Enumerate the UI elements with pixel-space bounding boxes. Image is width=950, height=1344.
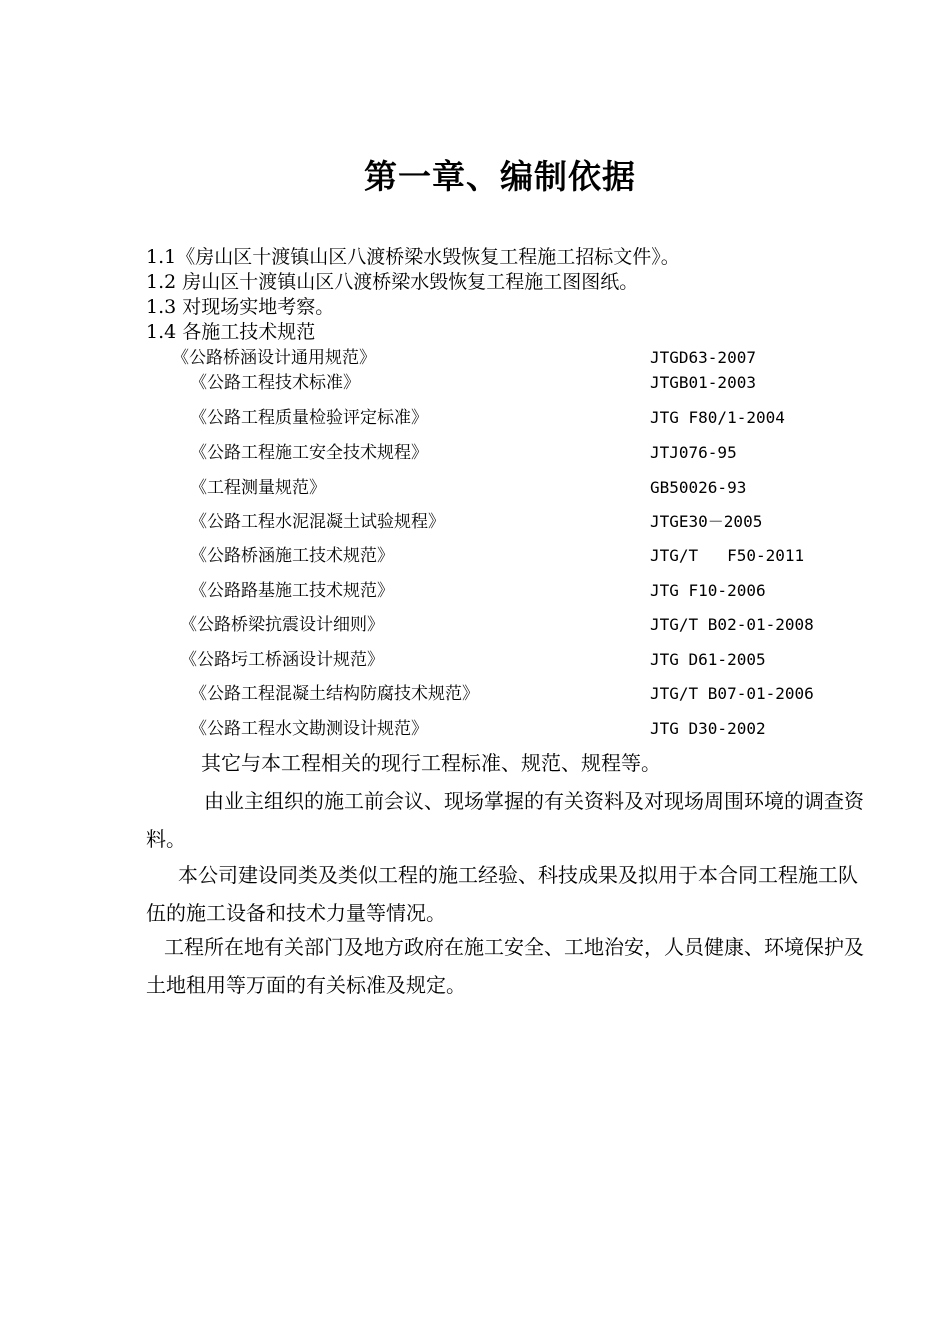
standard-name: 《公路工程混凝土结构防腐技术规范》	[190, 684, 479, 704]
paragraph-company-experience: 本公司建设同类及类似工程的施工经验、科技成果及拟用于本合同工程施工队伍的施工设备和技术力量等情况。	[146, 863, 858, 925]
section-1-4: 1.4 各施工技术规范	[146, 321, 316, 343]
section-1-2: 1.2 房山区十渡镇山区八渡桥梁水毁恢复工程施工图图纸。	[146, 271, 639, 293]
standard-code: JTG/T F50-2011	[650, 546, 805, 565]
standard-name: 《公路工程水文勘测设计规范》	[190, 719, 428, 739]
standard-code: JTG/T B02-01-2008	[650, 615, 814, 634]
standard-code: JTG/T B07-01-2006	[650, 684, 814, 703]
standard-code: JTG F80/1-2004	[650, 408, 785, 427]
standard-name: 《公路路基施工技术规范》	[190, 581, 394, 601]
standard-code: JTG D30-2002	[650, 719, 766, 738]
standard-name: 《公路桥梁抗震设计细则》	[180, 615, 384, 635]
paragraph-other-standards: 其它与本工程相关的现行工程标准、规范、规程等。	[201, 751, 661, 775]
paragraph-local-regulations: 工程所在地有关部门及地方政府在施工安全、工地治安，人员健康、环境保护及土地租用等万面的有关标准及规定。	[146, 935, 864, 997]
standard-name: 《公路工程施工安全技术规程》	[190, 443, 428, 463]
paragraph-preconstruction-info: 由业主组织的施工前会议、现场掌握的有关资料及对现场周围环境的调查资料。	[146, 789, 864, 851]
standard-name: 《公路圬工桥涵设计规范》	[180, 650, 384, 670]
standard-code: GB50026-93	[650, 478, 747, 497]
standard-code: JTG F10-2006	[650, 581, 766, 600]
standard-code: JTG D61-2005	[650, 650, 766, 669]
standard-code: JTGB01-2003	[650, 373, 756, 392]
standard-name: 《公路桥涵施工技术规范》	[190, 546, 394, 566]
standard-code: JTGE30－2005	[650, 512, 763, 531]
section-1-1: 1.1《房山区十渡镇山区八渡桥梁水毁恢复工程施工招标文件》。	[146, 246, 680, 268]
standard-name: 《公路桥涵设计通用规范》	[172, 348, 376, 368]
page-title: 第一章、编制依据	[364, 157, 636, 196]
standard-name: 《公路工程水泥混凝土试验规程》	[190, 512, 445, 532]
standard-name: 《工程测量规范》	[190, 478, 326, 498]
standard-code: JTGD63-2007	[650, 348, 756, 367]
standard-code: JTJ076-95	[650, 443, 737, 462]
section-1-3: 1.3 对现场实地考察。	[146, 296, 335, 318]
standard-name: 《公路工程技术标准》	[190, 373, 360, 393]
standard-name: 《公路工程质量检验评定标准》	[190, 408, 428, 428]
